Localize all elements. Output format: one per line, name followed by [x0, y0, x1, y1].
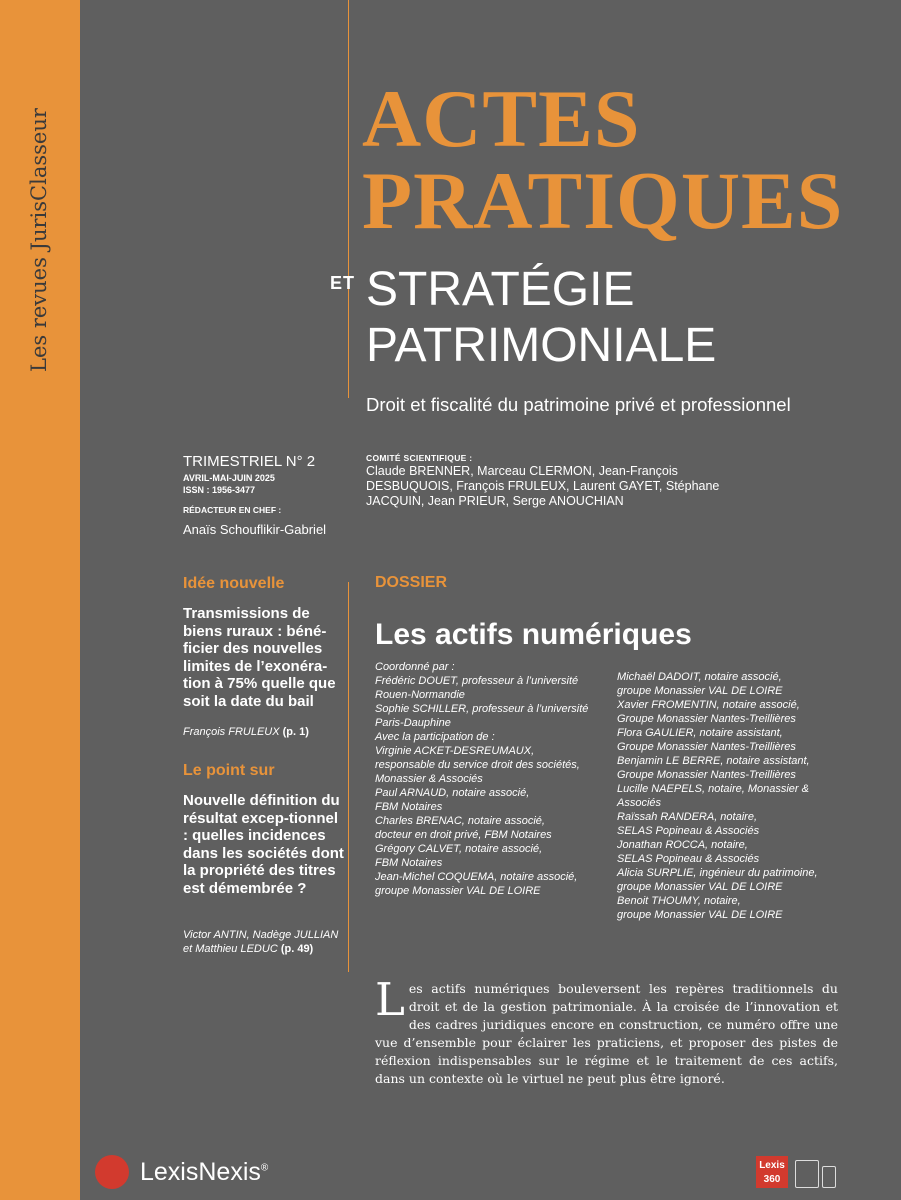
article-author: François FRULEUX (p. 1)	[183, 726, 309, 738]
article-title: Nouvelle définition du résultat excep-tionnel : quelles incidences dans les sociétés dont la propriété des titres est démembrée ?	[183, 792, 344, 897]
article-title: Transmissions de biens ruraux : béné-ficier des nouvelles limites de l’exonéra-tion à 75% quelle que soit la date du bail	[183, 605, 336, 710]
dossier-title: Les actifs numériques	[375, 618, 692, 651]
issue-frequency: TRIMESTRIEL N° 2	[183, 453, 316, 470]
publisher-name: LexisNexis®	[140, 1158, 269, 1186]
lexis-360-badge: Lexis 360	[756, 1156, 788, 1188]
title-et: ET	[330, 273, 356, 293]
divider-mid	[348, 582, 349, 972]
tablet-icon	[795, 1160, 819, 1188]
committee-members: Claude BRENNER, Marceau CLERMON, Jean-François DESBUQUOIS, François FRULEUX, Laurent GAYET, Stéphane JACQUIN, Jean PRIEUR, Serge ANOUCHIAN	[366, 464, 720, 508]
title-patrimoniale: PATRIMONIALE	[366, 319, 717, 372]
lexisnexis-logo-icon	[95, 1155, 129, 1189]
section-le-point-sur: Le point sur	[183, 762, 275, 779]
dossier-label: DOSSIER	[375, 574, 448, 591]
contributors-col1: Coordonné par : Frédéric DOUET, professeur à l’université Rouen-Normandie Sophie SCHILLER, professeur à l’université Paris-Dauphine Avec la participation de : Virginie ACKET-DESREUMAUX, responsable du service droit des sociétés, Monassier & Associés Paul ARNAUD, notaire associé, FBM Notaires Charles BRENAC, notaire associé, docteur en droit privé, FBM Notaires Grégory CALVET, notaire associé, FBM Notaires Jean-Michel COQUEMA, notaire associé, groupe Monassier VAL DE LOIRE	[375, 661, 589, 897]
title-pratiques: PRATIQUES	[362, 155, 844, 246]
editor-name: Anaïs Schouflikir-Gabriel	[183, 522, 327, 537]
editor-label: RÉDACTEUR EN CHEF :	[183, 505, 282, 515]
article-author: Victor ANTIN, Nadège JULLIAN et Matthieu LEDUC (p. 49)	[183, 929, 339, 955]
committee-label: COMITÉ SCIENTIFIQUE :	[366, 453, 473, 463]
issue-issn: ISSN : 1956-3477	[183, 485, 256, 495]
section-idee-nouvelle: Idée nouvelle	[183, 575, 285, 592]
phone-icon	[822, 1166, 836, 1188]
title-strategie: STRATÉGIE	[366, 263, 635, 316]
intro-dropcap: L	[375, 973, 405, 1026]
subtitle: Droit et fiscalité du patrimoine privé et professionnel	[366, 394, 791, 415]
spine-title: Les revues JurisClasseur	[27, 108, 51, 372]
divider-top	[348, 0, 349, 398]
dossier-intro: Les actifs numériques bouleversent les repères traditionnels du droit et de la gestion patrimoniale. À la croisée de l’innovation et des cadres juridiques encore en construction, ce numéro offre une vue d’ensemble pour éclairer les praticiens, et proposer des pistes de réflexion indispensables sur le régime et le traitement de ces actifs, dans un contexte où le virtuel ne peut plus être ignoré.	[375, 973, 838, 1086]
issue-period: AVRIL-MAI-JUIN 2025	[183, 473, 275, 483]
title-actes: ACTES	[362, 73, 641, 164]
contributors-col2: Michaël DADOIT, notaire associé, groupe Monassier VAL DE LOIRE Xavier FROMENTIN, notaire associé, Groupe Monassier Nantes-Treillières Flora GAULIER, notaire assistant, Groupe Monassier Nantes-Treillières Benjamin LE BERRE, notaire assistant, Groupe Monassier Nantes-Treillières Lucille NAEPELS, notaire, Monassier & Associés Raïssah RANDERA, notaire, SELAS Popineau & Associés Jonathan ROCCA, notaire, SELAS Popineau & Associés Alicia SURPLIE, ingénieur du patrimoine, groupe Monassier VAL DE LOIRE Benoit THOUMY, notaire, groupe Monassier VAL DE LOIRE	[617, 671, 818, 921]
